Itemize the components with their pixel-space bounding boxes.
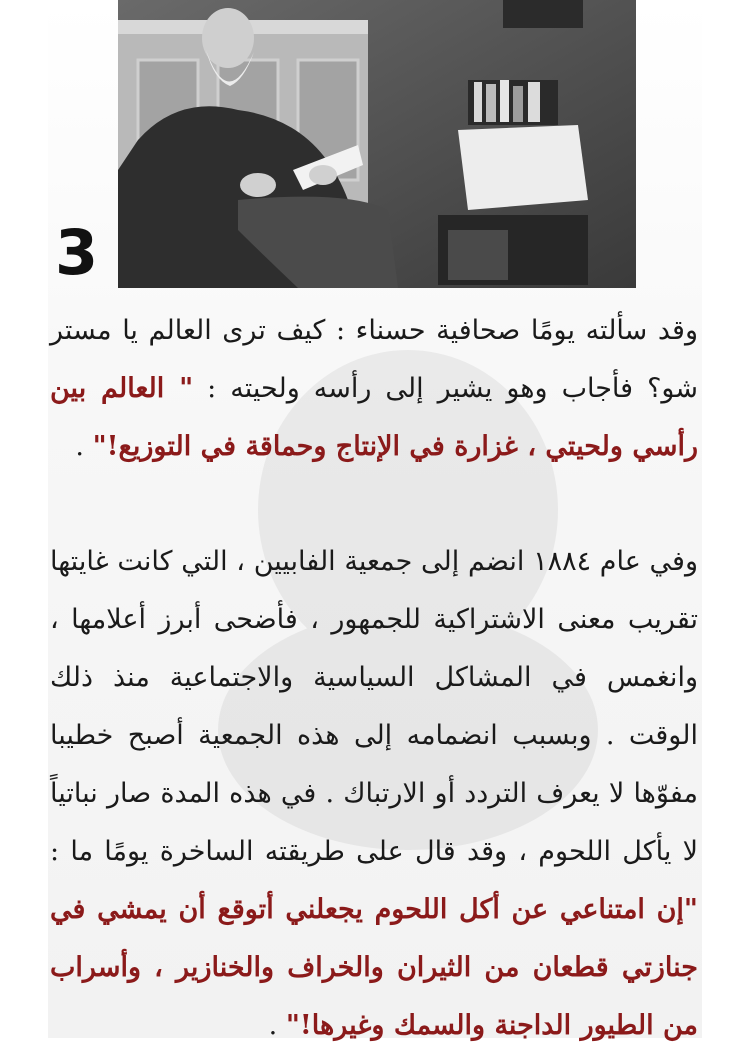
paragraph-2-quote: "إن امتناعي عن أكل اللحوم يجعلني أتوقع أن يمشي في جنازتي قطعان من الثيران والخراف والخنازير ، وأسراب من الطيور الداجنة والسمك وغيرها!": [50, 894, 698, 1041]
paragraph-2-end: .: [268, 1010, 278, 1041]
portrait-photo-icon: [118, 0, 636, 288]
portrait-photo: [118, 0, 636, 288]
section-number: 3: [55, 216, 99, 289]
paragraph-1: [50, 302, 698, 476]
paragraph-2: [50, 533, 698, 1055]
paragraph-1-end: .: [75, 431, 84, 462]
paragraph-2-body: وفي عام ١٨٨٤ انضم إلى جمعية الفابيين ، التي كانت غايتها تقريب معنى الاشتراكية للجمهور ، فأضحى أبرز أعلامها ، وانغمس في المشاكل السياسية والاجتماعية منذ ذلك الوقت . وبسبب انضمامه إلى هذه الجمعية أصبح خطيبا مفوّها لا يعرف التردد أو الارتباك . في هذه المدة صار نباتياً لا يأكل اللحوم ، وقد قال على طريقته الساخرة يومًا ما :: [50, 546, 698, 867]
paragraph-1-intro: وقد سألته يومًا صحافية حسناء : كيف ترى العالم يا مستر شو؟ فأجاب وهو يشير إلى رأسه ولحيته :: [50, 315, 698, 404]
paragraph-1-quote: " العالم بين رأسي ولحيتي ، غزارة في الإنتاج وحماقة في التوزيع!": [50, 373, 698, 462]
